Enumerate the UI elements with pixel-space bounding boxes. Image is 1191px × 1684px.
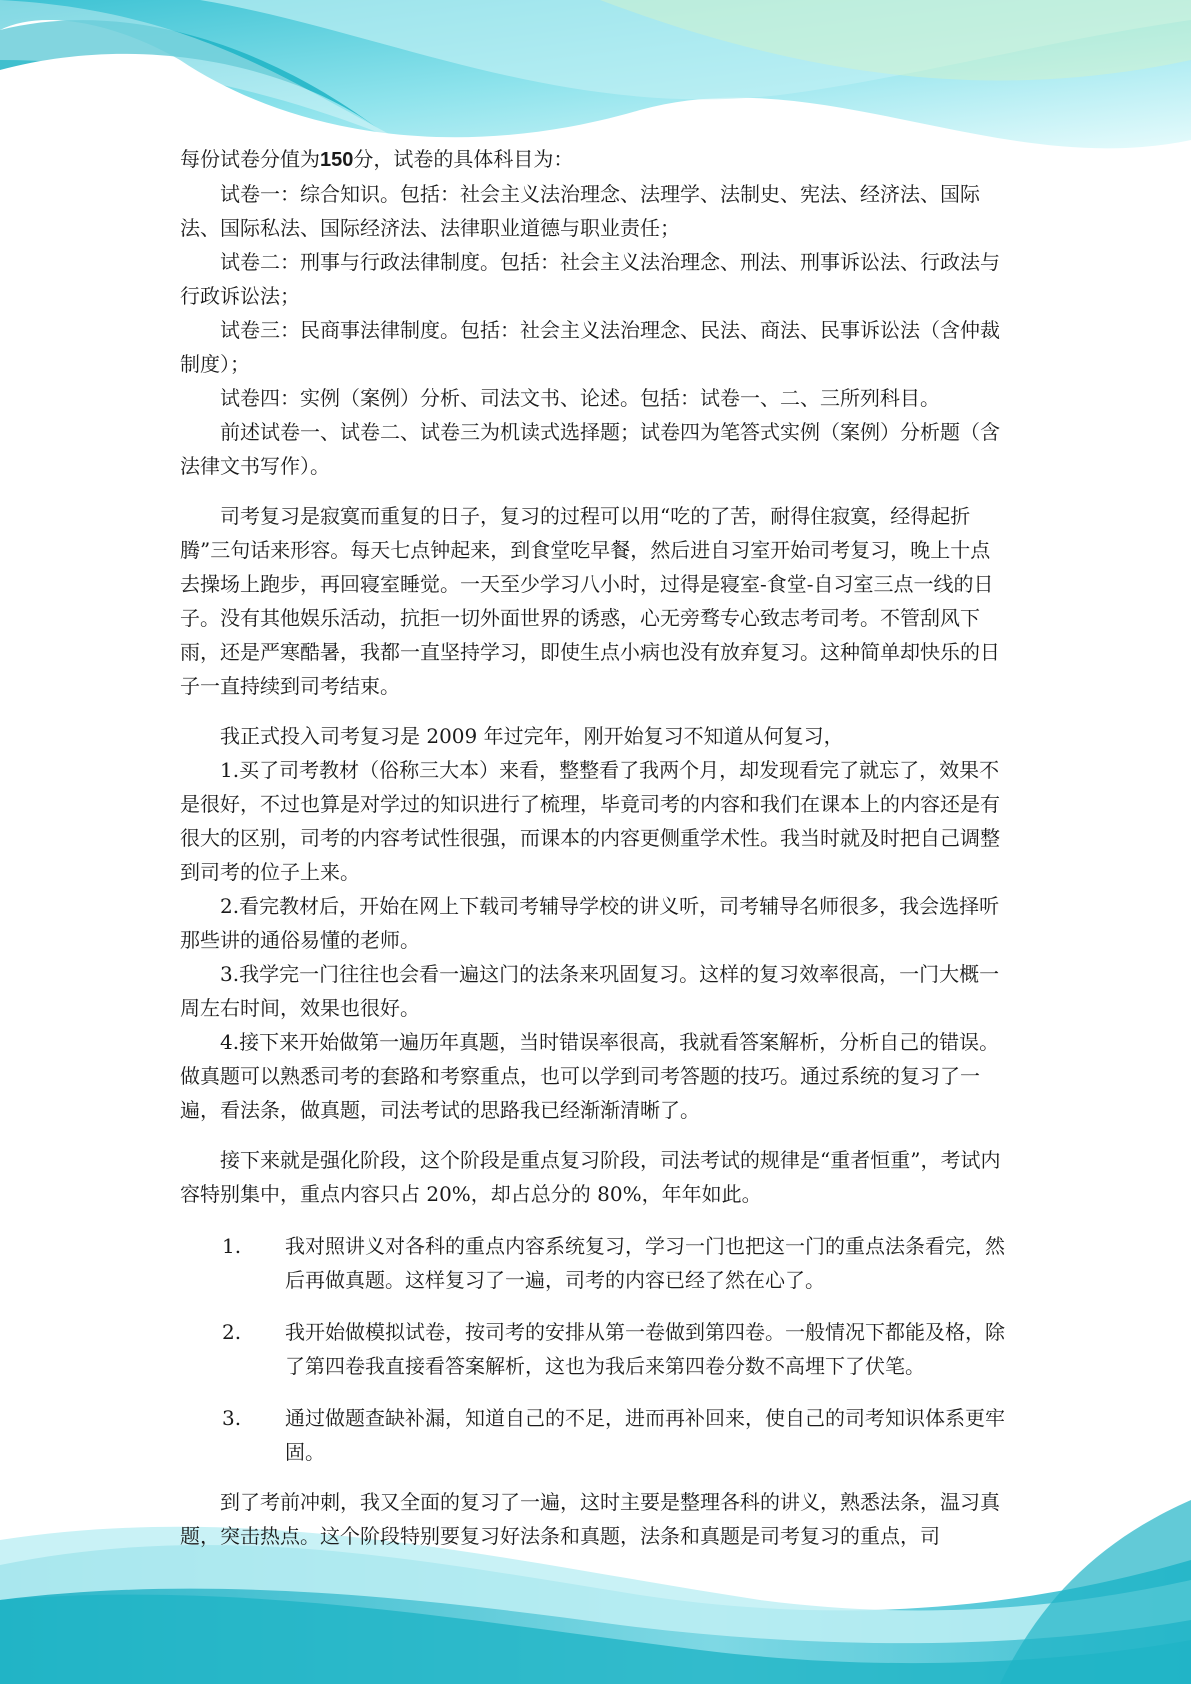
paper-four-description: 试卷四：实例（案例）分析、司法文书、论述。包括：试卷一、二、三所列科目。 xyxy=(220,386,940,410)
sprint-stage-paragraph: 到了考前冲刺，我又全面的复习了一遍，这时主要是整理各科的讲义，熟悉法条，温习真题，突击热点。这个阶段特别要复习好法条和真题，法条和真题是司考复习的重点，司 xyxy=(180,1490,1000,1548)
routine-paragraph: 司考复习是寂寞而重复的日子，复习的过程可以用“吃的了苦，耐得住寂寞，经得起折腾”三句话来形容。每天七点钟起来，到食堂吃早餐，然后进自习室开始司考复习，晚上十点去操场上跑步，再回寝室睡觉。一天至少学习八小时，过得是寝室-食堂-自习室三点一线的日子。没有其他娱乐活动，抗拒一切外面世界的诱惑，心无旁骛专心致志考司考。不管刮风下雨，还是严寒酷暑，我都一直坚持学习，即使生点小病也没有放弃复习。这种简单却快乐的日子一直持续到司考结束。 xyxy=(180,504,1000,698)
paper-three-description: 试卷三：民商事法律制度。包括：社会主义法治理念、民法、商法、民事诉讼法（含仲裁制度）； xyxy=(180,318,1000,376)
list-marker: 3. xyxy=(222,1406,242,1430)
top-wave-decoration xyxy=(0,0,1191,150)
intro-text-after: 分，试卷的具体科目为： xyxy=(353,147,574,171)
document-body xyxy=(180,142,1010,1553)
first-stage-step-2: 2.看完教材后，开始在网上下载司考辅导学校的讲义听，司考辅导名师很多，我会选择听那些讲的通俗易懂的老师。 xyxy=(180,894,1000,952)
paper-one-description: 试卷一：综合知识。包括：社会主义法治理念、法理学、法制史、宪法、经济法、国际法、国际私法、国际经济法、法律职业道德与职业责任； xyxy=(180,182,980,240)
first-stage-step-1: 1.买了司考教材（俗称三大本）来看，整整看了我两个月，却发现看完了就忘了，效果不是很好，不过也算是对学过的知识进行了梳理，毕竟司考的内容和我们在课本上的内容还是有很大的区别，司考的内容考试性很强，而课本的内容更侧重学术性。我当时就及时把自己调整到司考的位子上来。 xyxy=(180,758,1000,884)
list-marker: 1. xyxy=(222,1234,242,1258)
intensive-stage-paragraph: 接下来就是强化阶段，这个阶段是重点复习阶段，司法考试的规律是“重者恒重”，考试内容特别集中，重点内容只占 20%，却占总分的 80%，年年如此。 xyxy=(180,1148,1001,1206)
first-stage-step-4: 4.接下来开始做第一遍历年真题，当时错误率很高，我就看答案解析，分析自己的错误。做真题可以熟悉司考的套路和考察重点，也可以学到司考答题的技巧。通过系统的复习了一遍，看法条，做真题，司法考试的思路我已经渐渐清晰了。 xyxy=(180,1030,1000,1122)
list-marker: 2. xyxy=(222,1320,242,1344)
list-item-text: 我对照讲义对各科的重点内容系统复习，学习一门也把这一门的重点法条看完，然后再做真题。这样复习了一遍，司考的内容已经了然在心了。 xyxy=(285,1234,1005,1292)
intensive-step-2 xyxy=(180,1315,1010,1383)
intensive-step-1 xyxy=(180,1229,1010,1297)
list-item-text: 我开始做模拟试卷，按司考的安排从第一卷做到第四卷。一般情况下都能及格，除了第四卷我直接看答案解析，这也为我后来第四卷分数不高埋下了伏笔。 xyxy=(285,1320,1005,1378)
paper-two-description: 试卷二：刑事与行政法律制度。包括：社会主义法治理念、刑法、刑事诉讼法、行政法与行政诉讼法； xyxy=(180,250,1000,308)
first-stage-step-3: 3.我学完一门往往也会看一遍这门的法条来巩固复习。这样的复习效率很高，一门大概一周左右时间，效果也很好。 xyxy=(180,962,1000,1020)
paper-format-note: 前述试卷一、试卷二、试卷三为机读式选择题；试卷四为笔答式实例（案例）分析题（含法律文书写作）。 xyxy=(180,420,1000,478)
intensive-step-3 xyxy=(180,1401,1010,1469)
score-value: 150 xyxy=(320,149,354,171)
intro-text-before: 每份试卷分值为 xyxy=(180,147,320,171)
start-paragraph: 我正式投入司考复习是 2009 年过完年，刚开始复习不知道从何复习， xyxy=(220,724,844,748)
list-item-text: 通过做题查缺补漏，知道自己的不足，进而再补回来，使自己的司考知识体系更牢固。 xyxy=(285,1406,1005,1464)
intro-line xyxy=(180,142,1010,177)
